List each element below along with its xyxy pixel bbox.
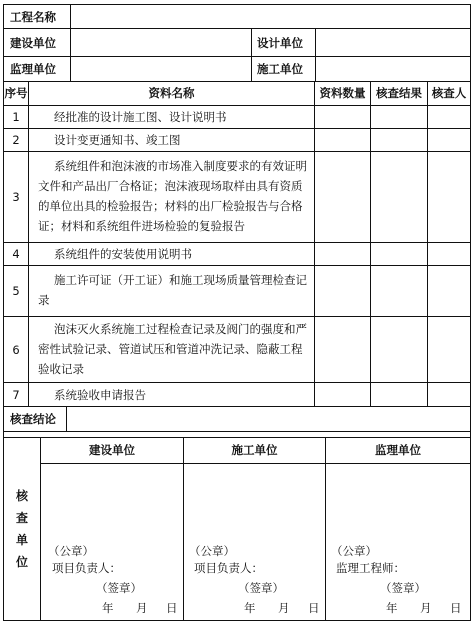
rule [4, 128, 470, 129]
row-no: 5 [12, 284, 20, 298]
rule [40, 463, 470, 464]
rule [314, 81, 315, 406]
row-name: 经批准的设计施工图、设计说明书 [54, 110, 227, 124]
rule [315, 28, 316, 81]
inspection-form [3, 4, 471, 621]
rule [4, 81, 470, 82]
sign-unit-title: 建设单位 [89, 443, 135, 457]
person-label: 监理工程师： [336, 561, 405, 575]
date-year: 年 [102, 601, 114, 615]
date-day: 日 [308, 601, 320, 615]
rule [325, 437, 326, 620]
row-name: 系统组件的安装使用说明书 [54, 247, 192, 261]
design-unit-label: 设计单位 [257, 36, 303, 50]
date-month: 月 [136, 601, 148, 615]
col-result: 核查结果 [376, 86, 422, 100]
row-name: 系统组件和泡沫液的市场准入制度要求的有效证明文件和产品出厂合格证；泡沫液现场取样由具有资质的单位出具的检验报告；材料的出厂检验报告与合格证；材料和系统组件进场检验的复验报告 [38, 159, 307, 233]
sign-label: （签章） [96, 581, 142, 595]
side-label-char: 单 [15, 533, 28, 547]
project-name-label: 工程名称 [10, 10, 56, 24]
conclusion-label: 核查结论 [10, 412, 56, 426]
builder-unit-label: 施工单位 [257, 62, 303, 76]
sign-unit-title: 施工单位 [231, 443, 278, 457]
rule [4, 265, 470, 266]
date-year: 年 [244, 601, 256, 615]
row-no: 6 [12, 343, 20, 357]
col-quantity: 资料数量 [319, 86, 366, 100]
row-no: 4 [12, 247, 20, 261]
seal-label: （公章） [48, 544, 94, 558]
row-name: 泡沫灭火系统施工过程检查记录及阀门的强度和严密性试验记录、管道试压和管道冲洗记录、隐蔽工程验收记录 [38, 322, 307, 376]
rule [4, 316, 470, 317]
row-no: 1 [12, 110, 20, 124]
rule [251, 28, 252, 81]
supervision-unit-label: 监理单位 [10, 62, 56, 76]
rule [4, 56, 470, 57]
rule [183, 437, 184, 620]
rule [4, 105, 470, 106]
date-day: 日 [450, 601, 462, 615]
col-inspector: 核查人 [431, 86, 467, 100]
rule [370, 81, 371, 406]
construction-unit-label: 建设单位 [10, 36, 56, 50]
col-no: 序号 [4, 86, 28, 100]
col-name: 资料名称 [148, 86, 195, 100]
side-label-char: 位 [15, 555, 28, 569]
sign-label: （签章） [380, 581, 426, 595]
seal-label: （公章） [331, 544, 377, 558]
rule [4, 406, 470, 407]
row-name: 施工许可证（开工证）和施工现场质量管理检查记录 [38, 273, 307, 307]
row-name: 设计变更通知书、竣工图 [54, 133, 181, 147]
date-day: 日 [166, 601, 178, 615]
date-year: 年 [386, 601, 398, 615]
rule [4, 242, 470, 243]
rule [4, 382, 470, 383]
sign-unit-title: 监理单位 [375, 443, 421, 457]
rule [66, 406, 67, 431]
rule [4, 431, 470, 432]
rule [4, 28, 470, 29]
side-label-char: 核 [15, 489, 28, 503]
rule [40, 437, 41, 620]
rule [70, 5, 71, 81]
date-month: 月 [420, 601, 432, 615]
sign-label: （签章） [238, 581, 284, 595]
person-label: 项目负责人： [52, 561, 121, 575]
date-month: 月 [278, 601, 290, 615]
rule [4, 151, 470, 152]
row-name: 系统验收申请报告 [54, 388, 146, 402]
rule [427, 81, 428, 406]
side-label-char: 查 [15, 511, 28, 525]
seal-label: （公章） [189, 544, 235, 558]
row-no: 2 [12, 133, 20, 147]
rule [4, 437, 470, 438]
rule [28, 81, 29, 406]
row-no: 7 [12, 388, 20, 402]
row-no: 3 [12, 190, 20, 204]
person-label: 项目负责人： [194, 561, 263, 575]
